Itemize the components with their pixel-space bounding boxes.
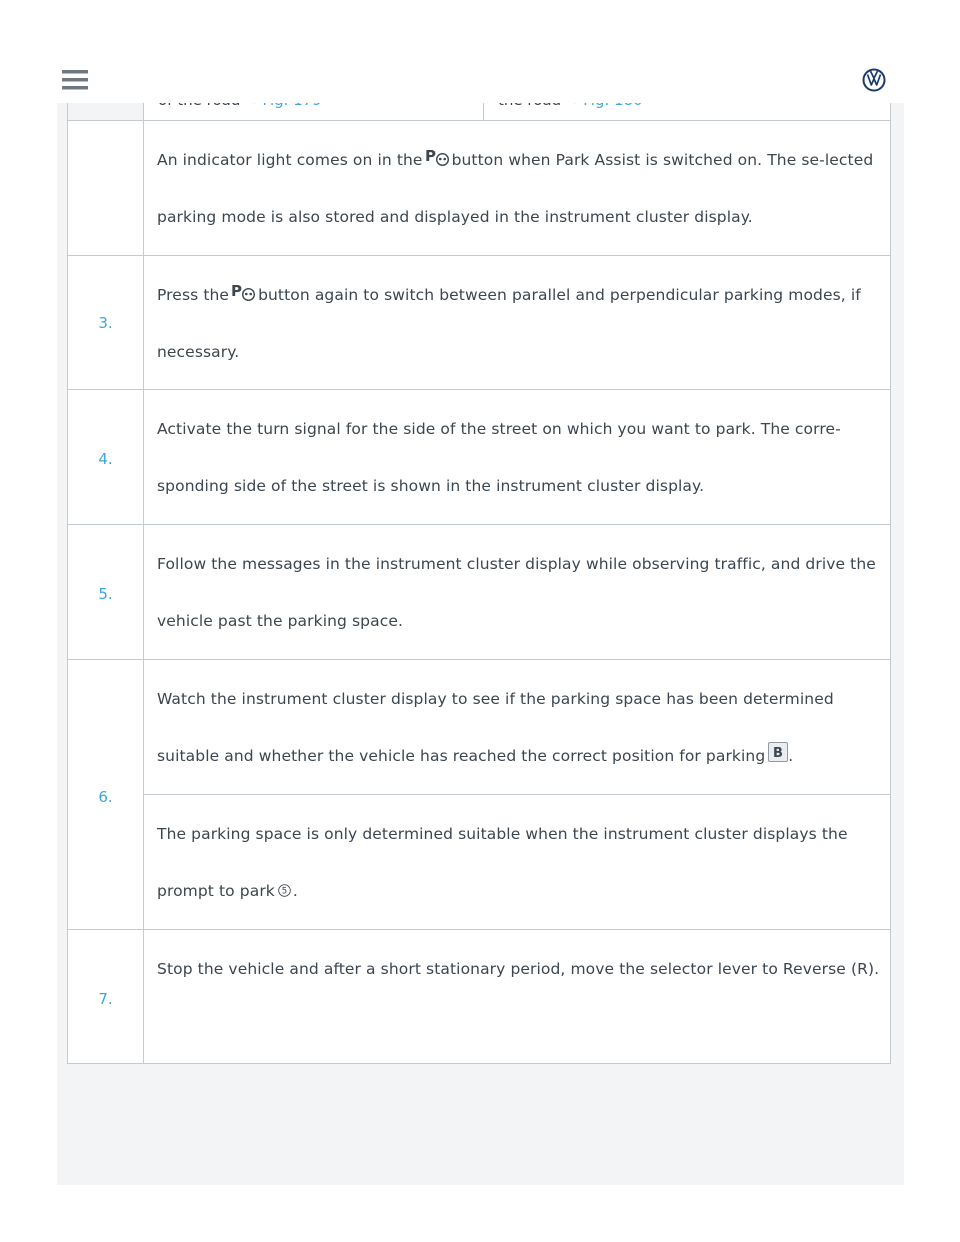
top-bar <box>0 0 960 103</box>
step-text-part: An indicator light comes on in the <box>157 151 423 169</box>
step-7-text: Stop the vehicle and after a short stationary period, move the selector lever to Reverse (R). <box>157 960 880 978</box>
step-3-text <box>157 267 885 381</box>
step-number: 6. <box>98 788 113 806</box>
step-6-text <box>157 671 885 785</box>
svg-text:P: P <box>231 282 243 300</box>
step-2-note <box>157 132 885 246</box>
step-6-note <box>157 806 885 920</box>
row-divider <box>68 929 890 930</box>
step-4-text: Activate the turn signal for the side of the street on which you want to park. The corre-sponding side of the street is shown in the instrument cluster display. <box>157 420 841 495</box>
step-text-part: Press the <box>157 286 230 304</box>
row-divider <box>68 389 890 390</box>
row-divider <box>68 255 890 256</box>
step-text-part: . <box>292 882 298 900</box>
svg-text:B: B <box>773 746 784 761</box>
circled-5-icon <box>278 884 291 897</box>
step-number: 3. <box>98 314 113 332</box>
hamburger-menu-icon[interactable] <box>62 68 88 92</box>
row-divider <box>68 659 890 660</box>
vw-logo-icon[interactable] <box>862 68 886 92</box>
instructions-table <box>67 0 891 1064</box>
step-number: 4. <box>98 450 113 468</box>
park-assist-button-icon <box>425 147 450 167</box>
step-number: 7. <box>98 990 113 1008</box>
step-text-part: The parking space is only determined suitable when the instrument cluster displays the prompt to park <box>157 825 848 900</box>
step-text-part: button again to switch between parallel and perpendicular parking modes, if necessary. <box>157 286 861 361</box>
svg-text:P: P <box>424 147 436 165</box>
step-5-text: Follow the messages in the instrument cluster display while observing traffic, and drive the vehicle past the parking space. <box>157 555 876 630</box>
step-text-part: Watch the instrument cluster display to see if the parking space has been determined suitable and whether the vehicle has reached the correct position for parking <box>157 690 834 765</box>
row-divider <box>68 524 890 525</box>
svg-text:5: 5 <box>281 886 288 897</box>
park-assist-button-icon <box>231 282 256 302</box>
step-number: 5. <box>98 585 113 603</box>
row-divider <box>143 794 890 795</box>
step-text-part: . <box>788 747 794 765</box>
column-divider <box>143 121 144 1064</box>
step-text-part: button when Park Assist is switched on. The se-lected parking mode is also stored and displayed in the instrument cluster display. <box>157 151 874 226</box>
b-letter-icon <box>768 742 788 762</box>
